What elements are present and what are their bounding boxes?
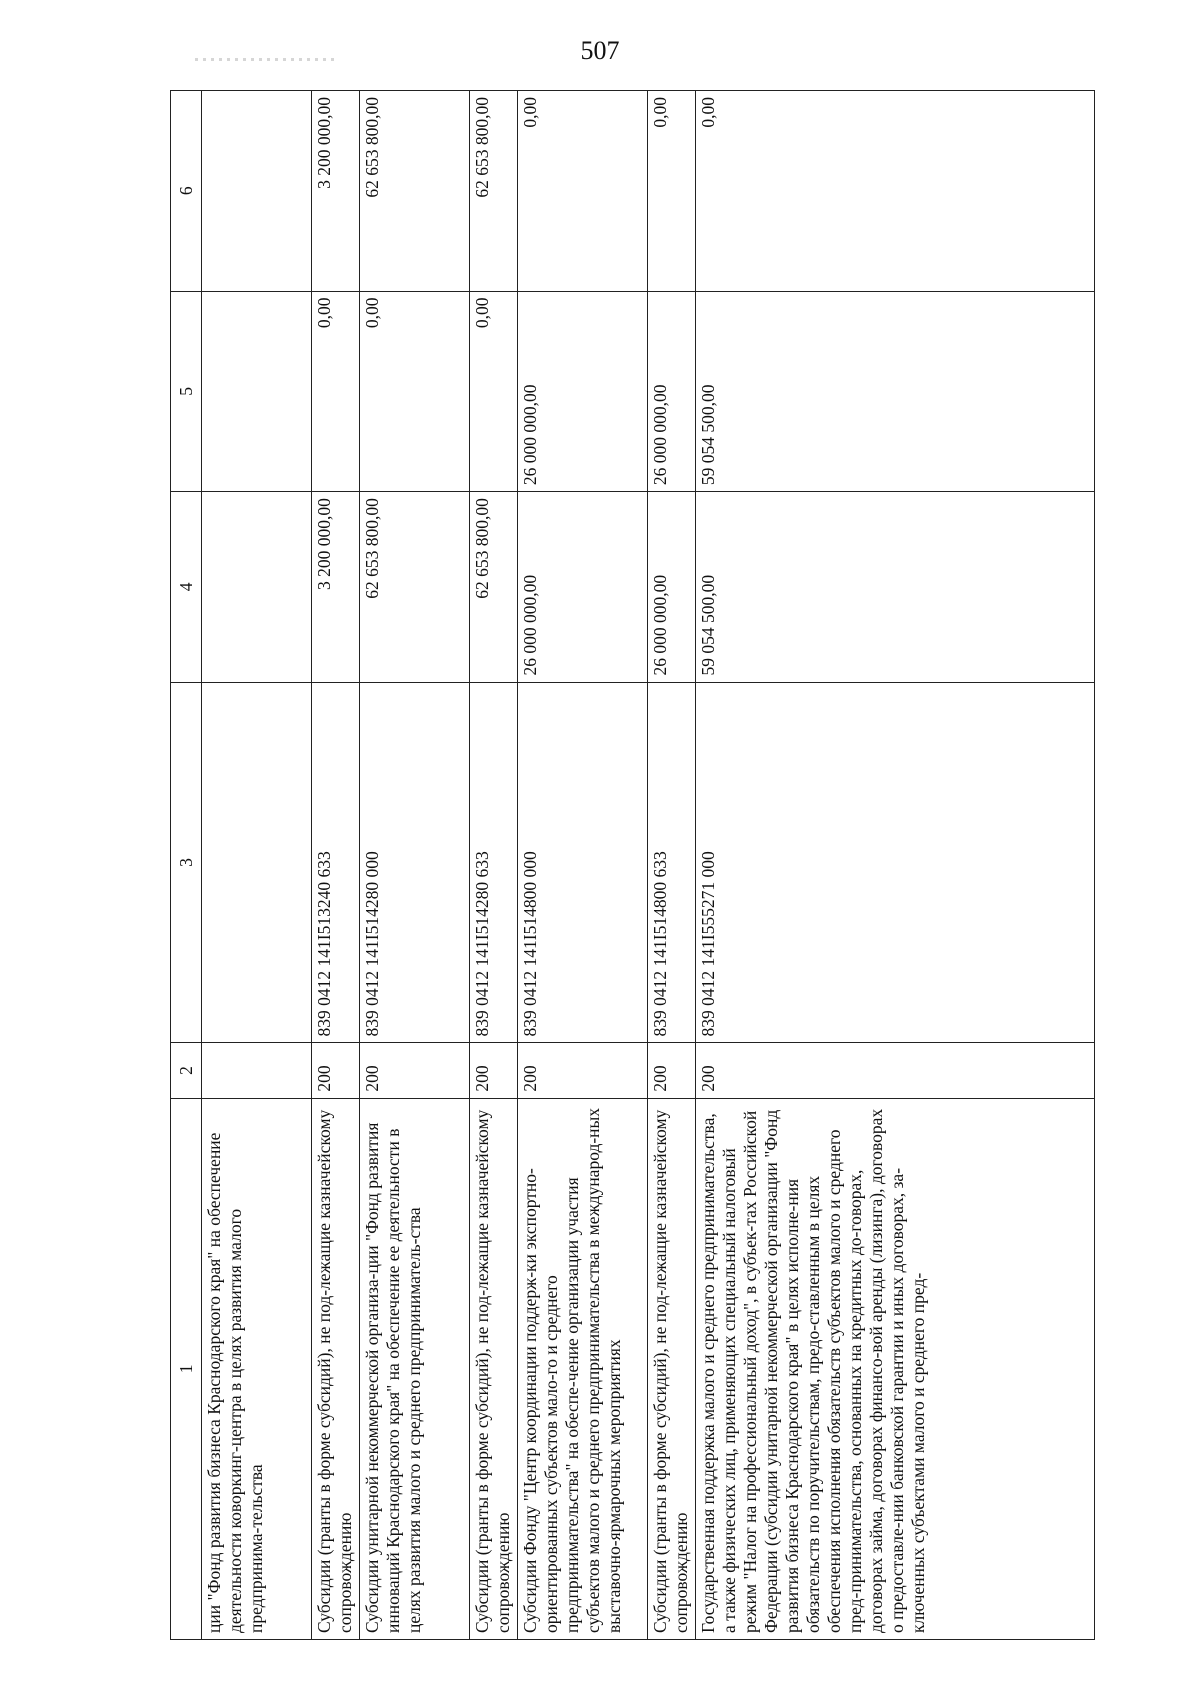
budget-table-rotated <box>170 90 1095 1640</box>
column-header-1: 1 <box>171 1098 202 1639</box>
table-header-row <box>171 91 202 1640</box>
row-kbk: 839 0412 141I514800 000 <box>518 682 648 1043</box>
row-kbk: 839 0412 141I514280 000 <box>360 682 470 1043</box>
row-kbk: 839 0412 141I514280 633 <box>470 682 518 1043</box>
table-row <box>202 91 312 1640</box>
row-value-4: 26 000 000,00 <box>648 492 696 682</box>
row-kbk: 839 0412 141I513240 633 <box>312 682 360 1043</box>
row-value-6: 3 200 000,00 <box>312 91 360 292</box>
row-value-6 <box>202 91 312 292</box>
row-kbk: 839 0412 141I514800 633 <box>648 682 696 1043</box>
row-value-4: 62 653 800,00 <box>470 492 518 682</box>
column-header-6: 6 <box>171 91 202 292</box>
table-row <box>696 91 1095 1640</box>
scan-artifact <box>195 58 335 61</box>
table-row <box>518 91 648 1640</box>
row-kbk: 839 0412 141I555271 000 <box>696 682 1095 1043</box>
row-value-5: 0,00 <box>360 291 470 492</box>
row-value-5: 26 000 000,00 <box>648 291 696 492</box>
row-value-6: 62 653 800,00 <box>470 91 518 292</box>
column-header-2: 2 <box>171 1043 202 1098</box>
row-code: 200 <box>470 1043 518 1098</box>
table-row <box>360 91 470 1640</box>
row-value-4: 26 000 000,00 <box>518 492 648 682</box>
table-row <box>648 91 696 1640</box>
row-name: Субсидии (гранты в форме субсидий), не под-лежащие казначейскому сопровождению <box>648 1098 696 1639</box>
column-header-4: 4 <box>171 492 202 682</box>
row-name: ции "Фонд развития бизнеса Краснодарского края" на обеспечение деятельности коворкинг-центра в целях развития малого предпринима-тельства <box>202 1098 312 1639</box>
row-value-4 <box>202 492 312 682</box>
row-value-4: 3 200 000,00 <box>312 492 360 682</box>
row-value-5: 0,00 <box>312 291 360 492</box>
row-code: 200 <box>518 1043 648 1098</box>
budget-table <box>170 90 1095 1640</box>
row-value-5 <box>202 291 312 492</box>
row-value-6: 0,00 <box>518 91 648 292</box>
table-row <box>470 91 518 1640</box>
row-value-4: 59 054 500,00 <box>696 492 1095 682</box>
row-name: Субсидии Фонду "Центр координации поддерж-ки экспортно-ориентированных субъектов мало-го и среднего предпринимательства" на обеспе-чение организации участия субъектов малого и среднего предпринимательства в международ-ных выставочно-ярмарочных мероприятиях <box>518 1098 648 1639</box>
row-name: Субсидии (гранты в форме субсидий), не под-лежащие казначейскому сопровождению <box>312 1098 360 1639</box>
page-number: 507 <box>580 36 620 65</box>
row-value-6: 0,00 <box>648 91 696 292</box>
row-code: 200 <box>312 1043 360 1098</box>
row-value-5: 0,00 <box>470 291 518 492</box>
row-value-4: 62 653 800,00 <box>360 492 470 682</box>
row-name: Государственная поддержка малого и среднего предпринимательства, а также физических лиц, применяющих специальный налоговый режим "Налог на профессиональный доход", в субъек-тах Российской Федерации (субсидии унитарной некоммерческой организации "Фонд развития бизнеса Краснодарского края" в целях исполне-ния обязательств по поручительствам, предо-ставленным в целях обеспечения исполнения обязательств субъектов малого и среднего пред-принимательства, основанных на кредитных до-говорах, договорах займа, договорах финансо-вой аренды (лизинга), договорах о предоставле-нии банковской гарантии и иных договорах, за-ключенных субъектами малого и среднего пред- <box>696 1098 1095 1639</box>
row-value-5: 59 054 500,00 <box>696 291 1095 492</box>
row-code <box>202 1043 312 1098</box>
table-row <box>312 91 360 1640</box>
row-value-5: 26 000 000,00 <box>518 291 648 492</box>
row-name: Субсидии (гранты в форме субсидий), не под-лежащие казначейскому сопровождению <box>470 1098 518 1639</box>
row-code: 200 <box>360 1043 470 1098</box>
row-value-6: 62 653 800,00 <box>360 91 470 292</box>
row-value-6: 0,00 <box>696 91 1095 292</box>
column-header-5: 5 <box>171 291 202 492</box>
row-code: 200 <box>696 1043 1095 1098</box>
row-name: Субсидии унитарной некоммерческой организа-ции "Фонд развития инноваций Краснодарского края" на обеспечение ее деятельности в целях развития малого и среднего предприниматель-ства <box>360 1098 470 1639</box>
row-kbk <box>202 682 312 1043</box>
row-code: 200 <box>648 1043 696 1098</box>
column-header-3: 3 <box>171 682 202 1043</box>
